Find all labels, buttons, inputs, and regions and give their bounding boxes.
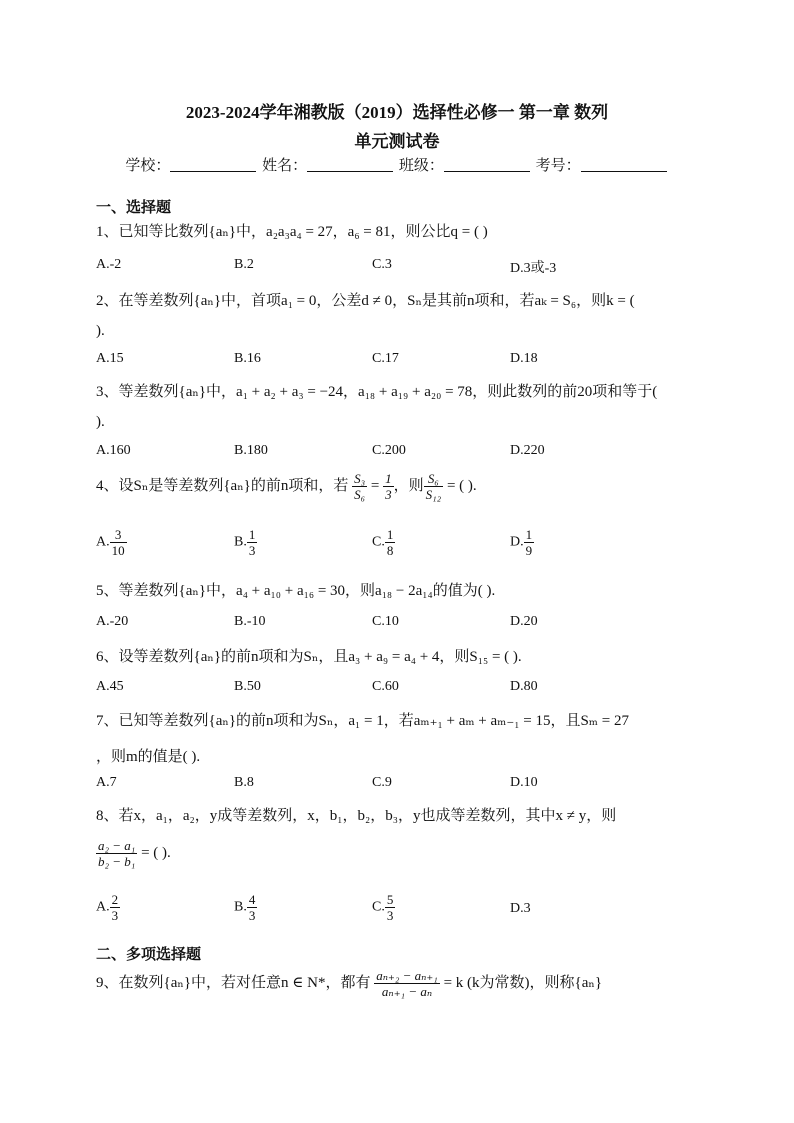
- class-blank[interactable]: [444, 157, 530, 172]
- question-8-option-d[interactable]: D.3: [510, 901, 531, 916]
- question-7-option-b[interactable]: B.8: [234, 775, 254, 790]
- question-4-option-c[interactable]: C. $\frac{1}{8}$: [372, 527, 394, 558]
- school-blank[interactable]: [170, 157, 256, 172]
- exam-number-label: 考号：: [535, 158, 581, 174]
- exam-title-line2: 单元测试卷: [354, 132, 440, 151]
- question-4-stem: 4、设Sₙ是等差数列{aₙ}的前n项和，若 $\frac{\text{S₃}}{\text{S₆}}$ = $\frac{1}{3}$ ，则 $\frac{\text{S₆}}{\text{S₁₂}}$ = ( ).: [96, 471, 477, 502]
- question-5-option-a[interactable]: A.-20: [96, 614, 129, 629]
- school-label: 学校：: [125, 158, 171, 174]
- fraction-recurrence-ratio: $\frac{\text{aₙ₊₂ − aₙ₊₁}}{\text{aₙ₊₁ − aₙ}}$: [376, 968, 438, 999]
- question-1-option-a[interactable]: A.-2: [96, 257, 122, 272]
- question-1-stem: 1、已知等比数列{aₙ}中，a₂a₃a₄ = 27，a₆ = 81，则公比q = ( ): [96, 224, 488, 240]
- question-3-option-c[interactable]: C.200: [372, 443, 406, 458]
- question-2-option-b[interactable]: B.16: [234, 351, 261, 366]
- question-6-option-c[interactable]: C.60: [372, 679, 399, 694]
- fraction-s3-over-s6: $\frac{\text{S₃}}{\text{S₆}}$: [354, 471, 366, 502]
- question-2-option-a[interactable]: A.15: [96, 351, 124, 366]
- name-label: 姓名：: [262, 158, 308, 174]
- question-9-stem: 9、在数列{aₙ}中，若对任意n ∈ N*，都有 $\frac{\text{aₙ₊₂ − aₙ₊₁}}{\text{aₙ₊₁ − aₙ}}$ = k (k为常数)，则称{aₙ}: [96, 968, 603, 999]
- question-2-stem-continued: ).: [96, 323, 105, 339]
- question-4-option-a[interactable]: A. $\frac{3}{10}$: [96, 527, 125, 558]
- question-7-option-d[interactable]: D.10: [510, 775, 538, 790]
- question-8-option-c[interactable]: C. $\frac{5}{3}$: [372, 892, 394, 923]
- question-4-option-b[interactable]: B. $\frac{1}{3}$: [234, 527, 256, 558]
- question-8-stem-continued: $\frac{\text{a₂ − a₁}}{\text{b₂ − b₁}}$ = ( ).: [98, 838, 171, 869]
- exam-number-blank[interactable]: [581, 157, 667, 172]
- question-2-option-d[interactable]: D.18: [510, 351, 538, 366]
- question-2-stem: 2、在等差数列{aₙ}中，首项a₁ = 0，公差d ≠ 0，Sₙ是其前n项和，若aₖ = S₆，则k = (: [96, 293, 635, 309]
- question-4-stem-text: 4、设Sₙ是等差数列{aₙ}的前n项和，若: [96, 477, 349, 494]
- section-heading-single-choice: 一、选择题: [96, 200, 172, 216]
- question-6-option-b[interactable]: B.50: [234, 679, 261, 694]
- section-heading-multiple-choice: 二、多项选择题: [96, 947, 202, 963]
- question-5-option-d[interactable]: D.20: [510, 614, 538, 629]
- question-6-stem: 6、设等差数列{aₙ}的前n项和为Sₙ，且a₃ + a₉ = a₄ + 4，则S₁₅ = ( ).: [96, 649, 522, 665]
- class-label: 班级：: [398, 158, 444, 174]
- question-6-option-a[interactable]: A.45: [96, 679, 124, 694]
- question-3-stem-continued: ).: [96, 414, 105, 430]
- question-5-stem: 5、等差数列{aₙ}中，a₄ + a₁₀ + a₁₆ = 30，则a₁₈ − 2a₁₄的值为( ).: [96, 583, 496, 599]
- question-5-option-c[interactable]: C.10: [372, 614, 399, 629]
- question-3-stem: 3、等差数列{aₙ}中，a₁ + a₂ + a₃ = −24，a₁₈ + a₁₉ + a₂₀ = 78，则此数列的前20项和等于(: [96, 384, 658, 400]
- question-7-stem: 7、已知等差数列{aₙ}的前n项和为Sₙ，a₁ = 1，若aₘ₊₁ + aₘ + aₘ₋₁ = 15，且Sₘ = 27: [96, 713, 629, 729]
- question-2-option-c[interactable]: C.17: [372, 351, 399, 366]
- fraction-one-third: $\frac{1}{3}$: [385, 471, 392, 502]
- question-3-option-a[interactable]: A.160: [96, 443, 131, 458]
- question-3-option-d[interactable]: D.220: [510, 443, 545, 458]
- question-6-option-d[interactable]: D.80: [510, 679, 538, 694]
- question-1-option-d[interactable]: D.3或-3: [510, 261, 557, 276]
- question-5-option-b[interactable]: B.-10: [234, 614, 266, 629]
- fraction-s6-over-s12: $\frac{\text{S₆}}{\text{S₁₂}}$: [425, 471, 442, 502]
- student-info-row: [0, 154, 794, 175]
- exam-title-line1: 2023-2024学年湘教版（2019）选择性必修一 第一章 数列: [185, 103, 609, 122]
- question-9-stem-text: 9、在数列{aₙ}中，若对任意n ∈ N*，都有: [96, 974, 371, 991]
- question-3-option-b[interactable]: B.180: [234, 443, 268, 458]
- question-1-option-c[interactable]: C.3: [372, 257, 392, 272]
- question-8-option-a[interactable]: A. $\frac{2}{3}$: [96, 892, 119, 923]
- question-4-option-d[interactable]: D. $\frac{1}{9}$: [510, 527, 533, 558]
- fraction-a2-a1-over-b2-b1: $\frac{\text{a₂ − a₁}}{\text{b₂ − b₁}}$: [98, 838, 136, 869]
- question-7-option-a[interactable]: A.7: [96, 775, 117, 790]
- question-8-stem: 8、若x，a₁，a₂，y成等差数列，x，b₁，b₂，b₃，y也成等差数列，其中x ≠ y，则: [96, 808, 617, 824]
- name-blank[interactable]: [307, 157, 393, 172]
- question-1-option-b[interactable]: B.2: [234, 257, 254, 272]
- question-8-option-b[interactable]: B. $\frac{4}{3}$: [234, 892, 256, 923]
- question-7-stem-continued: ，则m的值是( ).: [96, 749, 201, 765]
- question-7-option-c[interactable]: C.9: [372, 775, 392, 790]
